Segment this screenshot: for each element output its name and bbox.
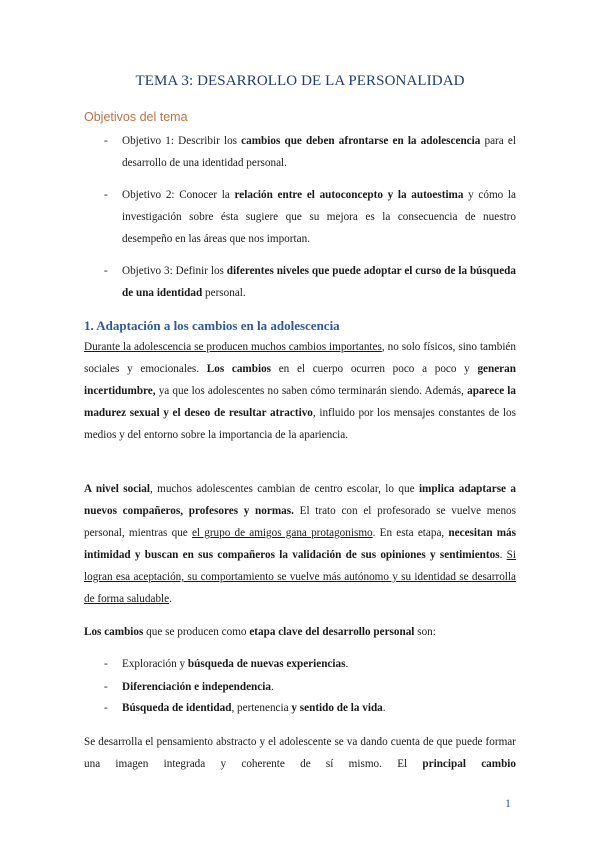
list-item: - Búsqueda de identidad, pertenencia y sentido de la vida. xyxy=(104,697,514,719)
objective-item-3 xyxy=(104,260,516,304)
page-number: 1 xyxy=(505,796,511,810)
objective-item-2 xyxy=(104,184,516,250)
section-heading: 1. Adaptación a los cambios en la adolescencia xyxy=(84,318,340,333)
objective-text: Objetivo 3: Definir los diferentes niveles que puede adoptar el curso de la búsqueda de una identidad personal. xyxy=(122,265,516,299)
paragraph-2: A nivel social, muchos adolescentes cambian de centro escolar, lo que implica adaptarse a nuevos compañeros, profesores y normas. El trato con el profesorado se vuelve menos personal, mientras que el grupo de amigos gana protagonismo. En esta etapa, necesitan más intimidad y buscan en sus compañeros la validación de sus opiniones y sentimientos. Si logran esa aceptación, su comportamiento se vuelve más autónomo y su identidad se desarrolla de forma saludable. xyxy=(84,483,517,605)
paragraph-3: Los cambios que se producen como etapa clave del desarrollo personal son: xyxy=(84,626,436,638)
list-dash: - xyxy=(104,189,108,201)
list-dash: - xyxy=(104,658,108,670)
list-dash: - xyxy=(104,681,108,693)
list-item: - Exploración y búsqueda de nuevas experiencias. xyxy=(104,653,514,675)
list-dash: - xyxy=(104,702,108,714)
list-item: - Diferenciación e independencia. xyxy=(104,676,514,698)
objective-text: Objetivo 2: Conocer la relación entre el autoconcepto y la autoestima y cómo la investigación sobre ésta sugiere que su mejora es la consecuencia de nuestro desempeño en las áreas que nos importan. xyxy=(122,189,517,245)
list-dash: - xyxy=(104,135,108,147)
objective-text: Objetivo 1: Describir los cambios que deben afrontarse en la adolescencia para el desarrollo de una identidad personal. xyxy=(122,135,516,169)
objectives-heading: Objetivos del tema xyxy=(84,110,188,124)
paragraph-4: Se desarrolla el pensamiento abstracto y el adolescente se va dando cuenta de que puede formar una imagen integrada y coherente de sí mismo. El principal cambio xyxy=(84,736,516,770)
page-title: TEMA 3: DESARROLLO DE LA PERSONALIDAD xyxy=(135,73,465,89)
paragraph-1: Durante la adolescencia se producen muchos cambios importantes, no solo físicos, sino también sociales y emocionales. Los cambios en el cuerpo ocurren poco a poco y generan incertidumbre, ya que los adolescentes no saben cómo terminarán siendo. Además, aparece la madurez sexual y el deseo de resultar atractivo, influido por los mensajes constantes de los medios y del entorno sobre la importancia de la apariencia. xyxy=(84,341,516,441)
objective-item-1 xyxy=(104,130,516,174)
list-dash: - xyxy=(104,265,108,277)
